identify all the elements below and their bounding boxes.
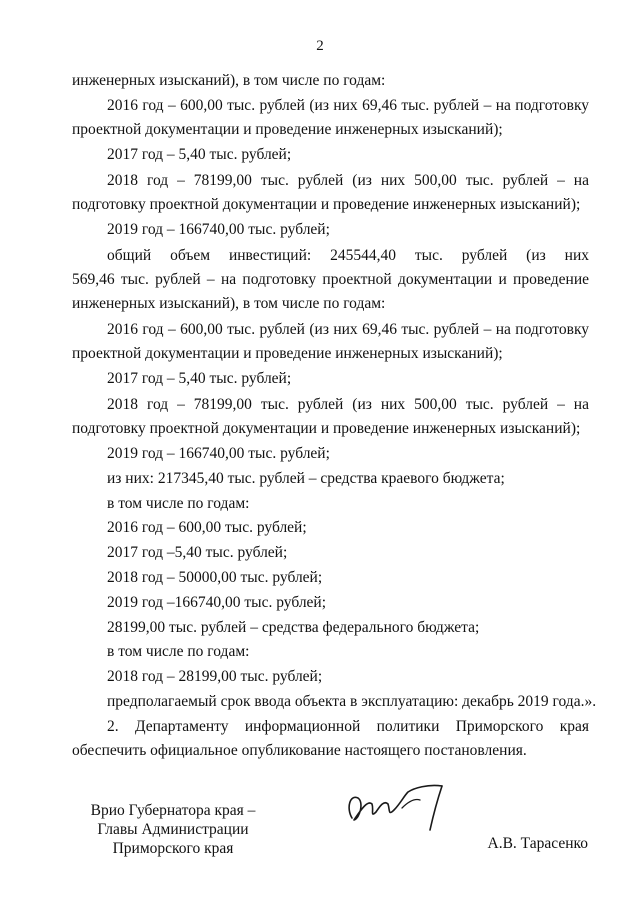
text-line: 2018 год – 78199,00 тыс. рублей (из них 500,00 тыс. рублей – на (107, 396, 589, 413)
text-line: проектной документации и проведение инженерных изысканий); (72, 121, 503, 138)
text-line: 2017 год – 5,40 тыс. рублей; (107, 370, 292, 387)
text-line: 569,46 тыс. рублей – на подготовку проектной документации и проведение (72, 271, 589, 288)
text-line: подготовку проектной документации и проведение инженерных изысканий); (72, 420, 581, 437)
text-line: 2. Департаменту информационной политики Приморского края (107, 718, 589, 735)
signatory-title-line: Врио Губернатора края – (90, 802, 256, 819)
signatory-name: А.В. Тарасенко (487, 835, 588, 852)
text-line: 28199,00 тыс. рублей – средства федерального бюджета; (107, 619, 480, 636)
text-line: инженерных изысканий), в том числе по годам: (72, 295, 386, 312)
text-line: 2018 год – 78199,00 тыс. рублей (из них 500,00 тыс. рублей – на (107, 172, 589, 189)
signatory-title-line: Главы Администрации (97, 821, 249, 838)
text-line: инженерных изысканий), в том числе по годам: (72, 72, 386, 89)
text-line: 2018 год – 28199,00 тыс. рублей; (107, 668, 323, 685)
page-number: 2 (316, 38, 324, 54)
text-line: 2019 год –166740,00 тыс. рублей; (107, 594, 327, 611)
handwritten-signature (338, 778, 458, 838)
text-line: в том числе по годам: (107, 643, 250, 660)
text-line: 2016 год – 600,00 тыс. рублей; (107, 519, 307, 536)
text-line: 2018 год – 50000,00 тыс. рублей; (107, 569, 323, 586)
text-line: 2019 год – 166740,00 тыс. рублей; (107, 445, 330, 462)
text-line: обеспечить официальное опубликование настоящего постановления. (72, 742, 527, 759)
text-line: 2017 год – 5,40 тыс. рублей; (107, 146, 292, 163)
text-line: подготовку проектной документации и проведение инженерных изысканий); (72, 196, 581, 213)
text-line: в том числе по годам: (107, 495, 250, 512)
text-line: 2016 год – 600,00 тыс. рублей (из них 69,46 тыс. рублей – на подготовку (107, 321, 589, 338)
text-line: предполагаемый срок ввода объекта в эксплуатацию: декабрь 2019 года.». (107, 693, 597, 710)
text-line: из них: 217345,40 тыс. рублей – средства краевого бюджета; (107, 470, 505, 487)
text-line: 2017 год –5,40 тыс. рублей; (107, 544, 288, 561)
text-line: 2019 год – 166740,00 тыс. рублей; (107, 221, 330, 238)
text-line: проектной документации и проведение инженерных изысканий); (72, 345, 503, 362)
text-line: общий объем инвестиций: 245544,40 тыс. рублей (из них (107, 247, 589, 264)
text-line: 2016 год – 600,00 тыс. рублей (из них 69,46 тыс. рублей – на подготовку (107, 97, 589, 114)
signatory-title-line: Приморского края (112, 840, 234, 857)
